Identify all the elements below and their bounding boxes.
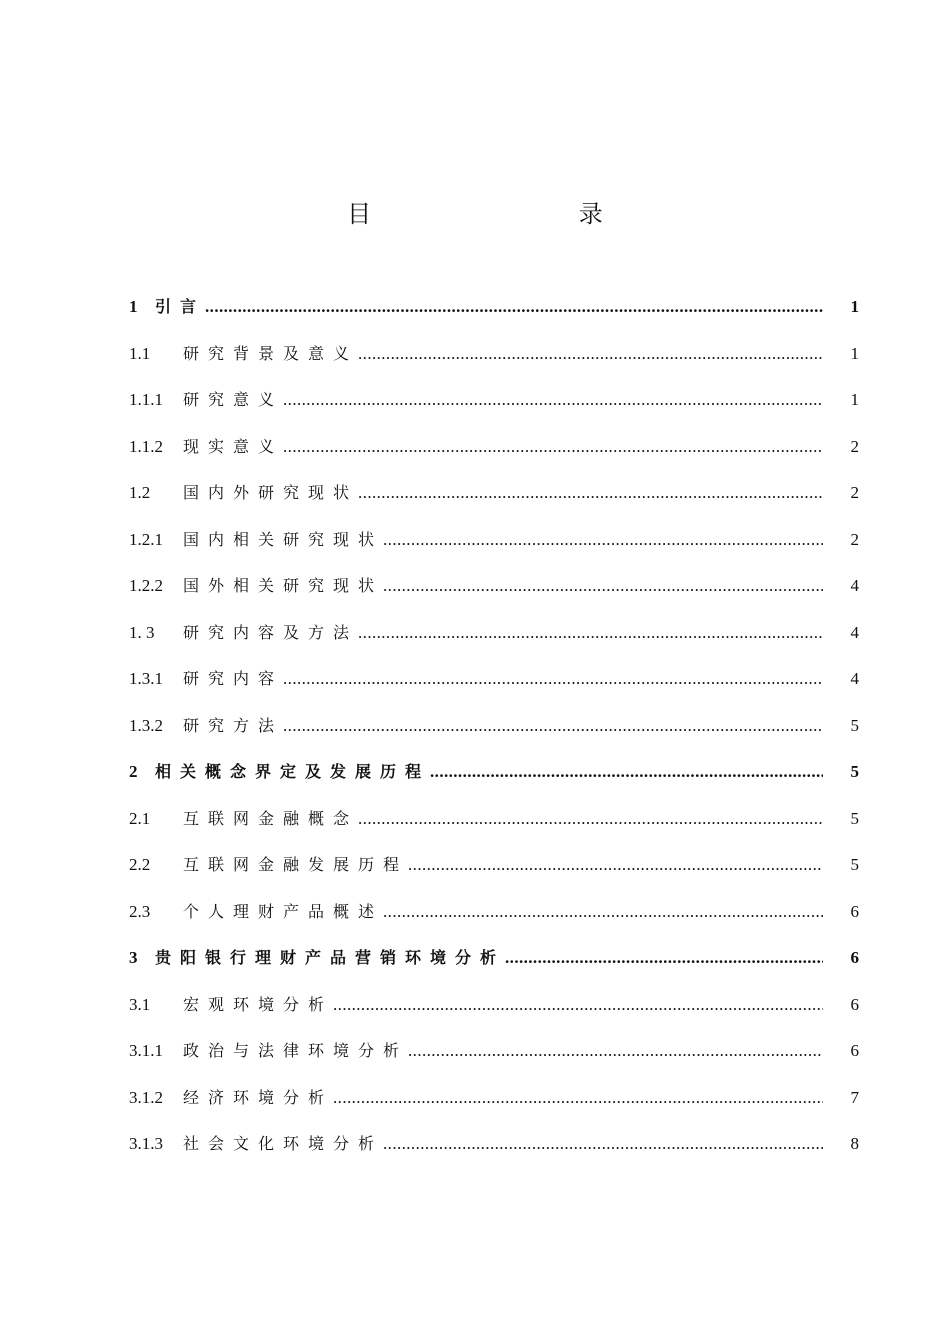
toc-entry-label: 研究背景及意义 <box>183 343 359 363</box>
toc-entry[interactable] <box>129 889 859 936</box>
toc-dot-leader <box>358 331 823 378</box>
toc-entry-page-number: 1 <box>850 390 859 409</box>
toc-dot-leader <box>333 1075 823 1122</box>
toc-entry-number: 1.2 <box>129 483 151 502</box>
toc-entry[interactable] <box>129 796 859 843</box>
toc-dot-leader <box>383 1121 823 1168</box>
toc-entry[interactable] <box>129 1075 859 1122</box>
toc-entry-label: 国内相关研究现状 <box>183 529 384 549</box>
toc-dot-leader <box>383 517 823 564</box>
toc-entry-label: 研究内容 <box>183 669 284 688</box>
toc-entry-number: 1.1.1 <box>129 390 163 409</box>
toc-dot-leader <box>408 842 823 889</box>
toc-entry-page-number: 6 <box>850 948 859 967</box>
toc-entry-page-number: 5 <box>850 855 859 874</box>
toc-entry-page-number: 4 <box>850 669 859 688</box>
toc-entry[interactable] <box>129 424 859 471</box>
toc-entry-number: 1.3.1 <box>129 669 163 688</box>
toc-entry-label: 宏观环境分析 <box>183 994 334 1014</box>
toc-entry-number: 3.1 <box>129 994 151 1014</box>
toc-dot-leader <box>205 284 823 331</box>
toc-entry-label: 政治与法律环境分析 <box>183 1041 409 1060</box>
toc-entry-label: 互联网金融发展历程 <box>183 855 409 874</box>
toc-entry-label: 互联网金融概念 <box>183 808 359 828</box>
toc-entry-label: 社会文化环境分析 <box>183 1134 384 1153</box>
toc-entry[interactable] <box>129 610 859 657</box>
toc-entry-page-number: 1 <box>850 343 859 363</box>
toc-entry[interactable] <box>129 656 859 703</box>
toc-entry-number: 3.1.2 <box>129 1087 163 1107</box>
toc-entry-label: 个人理财产品概述 <box>183 901 384 921</box>
toc-entry-page-number: 1 <box>850 297 859 316</box>
toc-entry-number: 1.1.2 <box>129 436 163 456</box>
toc-entry-number: 3.1.3 <box>129 1134 163 1153</box>
toc-dot-leader <box>283 377 823 424</box>
toc-entry-page-number: 5 <box>850 808 859 828</box>
toc-dot-leader <box>283 424 823 471</box>
toc-dot-leader <box>430 749 823 796</box>
toc-entry[interactable] <box>129 377 859 424</box>
toc-entry-label: 国内外研究现状 <box>183 483 359 502</box>
toc-entry-number: 2.3 <box>129 901 151 921</box>
toc-dot-leader <box>358 610 823 657</box>
toc-entry-label: 研究方法 <box>183 715 284 735</box>
toc-entry-number: 2.1 <box>129 808 151 828</box>
toc-entry-label: 贵阳银行理财产品营销环境分析 <box>155 948 506 967</box>
toc-entry-number: 2 <box>129 762 138 781</box>
toc-entry-page-number: 5 <box>850 715 859 735</box>
toc-entry-page-number: 8 <box>850 1134 859 1153</box>
toc-entry-label: 研究意义 <box>183 390 284 409</box>
toc-entry-number: 1.2.1 <box>129 529 163 549</box>
toc-entry-label: 研究内容及方法 <box>183 622 359 642</box>
toc-entry[interactable] <box>129 331 859 378</box>
toc-entry-page-number: 4 <box>850 622 859 642</box>
toc-entry-page-number: 4 <box>850 576 859 595</box>
toc-entry-number: 3.1.1 <box>129 1041 163 1060</box>
toc-dot-leader <box>408 1028 823 1075</box>
toc-entry-label: 现实意义 <box>183 436 284 456</box>
toc-entry-number: 1.1 <box>129 343 151 363</box>
toc-title: 目 录 <box>347 200 703 228</box>
toc-dot-leader <box>383 889 823 936</box>
toc-entry[interactable] <box>129 470 859 517</box>
toc-entry-number: 2.2 <box>129 855 151 874</box>
toc-entry[interactable] <box>129 935 859 982</box>
toc-dot-leader <box>283 656 823 703</box>
toc-entry-label: 引言 <box>155 297 206 316</box>
toc-entry[interactable] <box>129 1121 859 1168</box>
toc-entry-page-number: 5 <box>850 762 859 781</box>
toc-entry-label: 相关概念界定及发展历程 <box>155 762 431 781</box>
toc-entry-label: 国外相关研究现状 <box>183 576 384 595</box>
toc-entry[interactable] <box>129 517 859 564</box>
toc-entry-page-number: 7 <box>850 1087 859 1107</box>
toc-dot-leader <box>358 796 823 843</box>
toc-dot-leader <box>283 703 823 750</box>
toc-entry[interactable] <box>129 1028 859 1075</box>
toc-entry[interactable] <box>129 842 859 889</box>
toc-entry[interactable] <box>129 563 859 610</box>
toc-dot-leader <box>333 982 823 1029</box>
toc-entry-page-number: 2 <box>850 483 859 502</box>
toc-entry-page-number: 2 <box>850 436 859 456</box>
toc-entry-page-number: 6 <box>850 1041 859 1060</box>
toc-entry[interactable] <box>129 982 859 1029</box>
toc-entry-page-number: 6 <box>850 994 859 1014</box>
toc-entry-label: 经济环境分析 <box>183 1087 334 1107</box>
toc-list <box>129 284 859 1168</box>
toc-dot-leader <box>505 935 823 982</box>
toc-dot-leader <box>383 563 823 610</box>
toc-entry[interactable] <box>129 703 859 750</box>
toc-entry[interactable] <box>129 749 859 796</box>
toc-entry[interactable] <box>129 284 859 331</box>
toc-entry-page-number: 6 <box>850 901 859 921</box>
toc-entry-number: 1 <box>129 297 138 316</box>
toc-entry-number: 1.2.2 <box>129 576 163 595</box>
toc-entry-number: 1. 3 <box>129 622 155 642</box>
toc-entry-number: 1.3.2 <box>129 715 163 735</box>
toc-entry-page-number: 2 <box>850 529 859 549</box>
toc-dot-leader <box>358 470 823 517</box>
toc-entry-number: 3 <box>129 948 138 967</box>
